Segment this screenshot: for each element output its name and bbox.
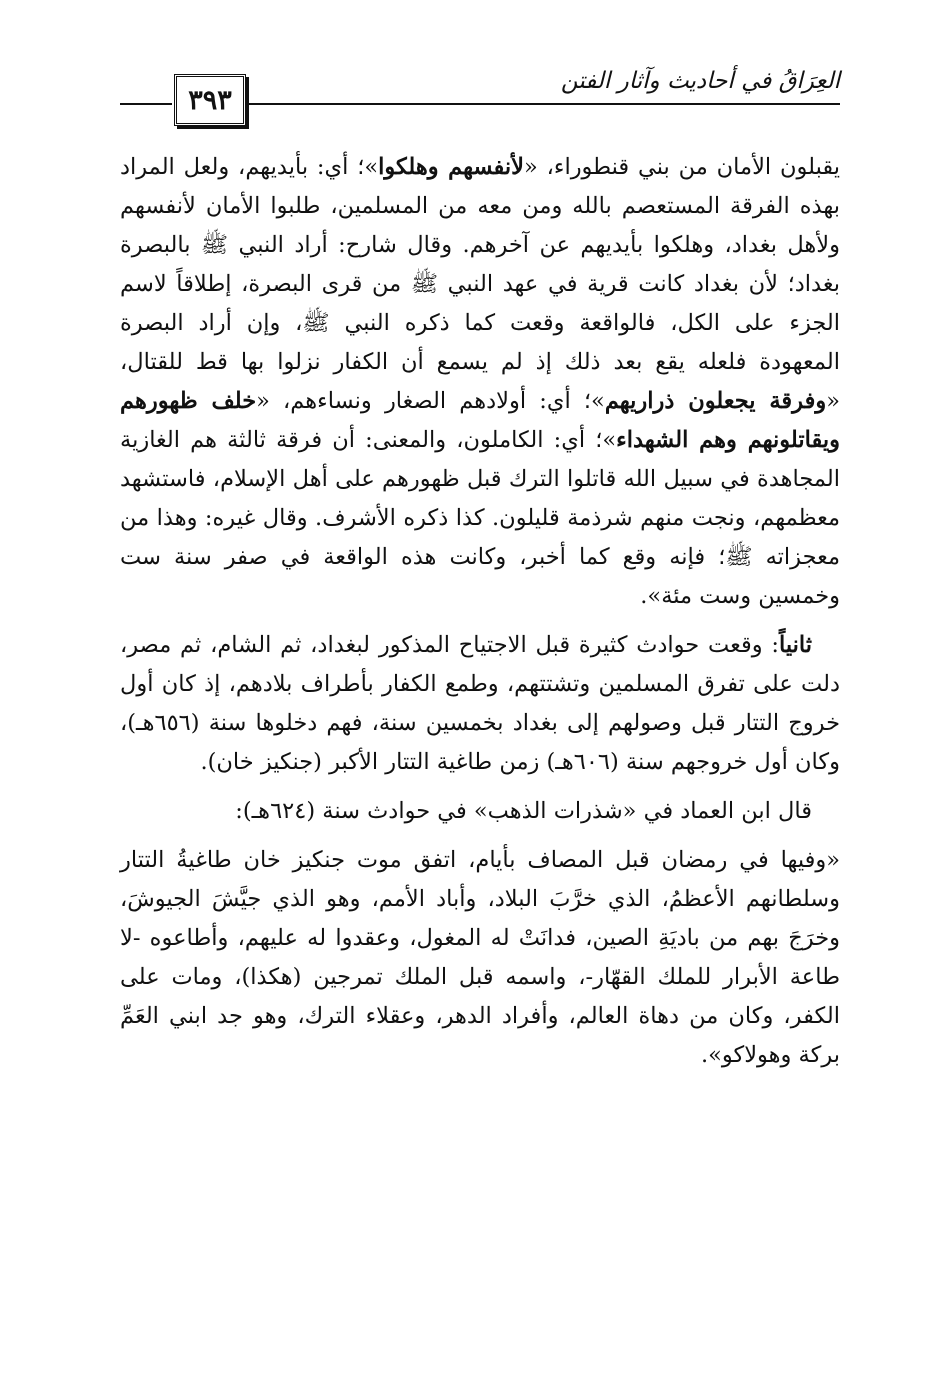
text-segment: »؛ أي: بأيديهم، ولعل المراد بهذه الفرقة المستعصم بالله ومن معه من المسلمين، طلبوا الأمان لأنفسهم ولأهل بغداد، وهلكوا بأيديهم عن آخرهم. وقال شارح: أراد النبي ﷺ بالبصرة بغداد؛ لأن بغداد كانت قرية في عهد النبي ﷺ من قرى البصرة، إطلاقاً لاسم الجزء على الكل، فالواقعة وقعت كما ذكره النبي ﷺ، وإن أراد البصرة المعهودة فلعله يقع بعد ذلك إذ لم يسمع أن الكفار نزلوا بها قط للقتال، « (120, 154, 840, 414)
hadith-quote: وفرقة يجعلون ذراريهم (604, 388, 827, 414)
text-segment: »؛ أي: الكاملون، والمعنى: أن فرقة ثالثة هم الغازية المجاهدة في سبيل الله قاتلوا الترك قبل ظهورهم على أهل الإسلام، فاستشهد معظمهم، ونجت منهم شرذمة قليلون. كذا ذكره الأشرف. وقال غيره: وهذا من معجزاته ﷺ؛ فإنه وقع كما أخبر، وكانت هذه الواقعة في صفر سنة ست وخمسين وست مئة». (120, 427, 840, 609)
running-title: العِرَاقُ في أحاديث وآثار الفتن (551, 68, 840, 94)
hadith-quote: خلف ظهورهم ويقاتلونهم وهم الشهداء (120, 388, 840, 453)
text-segment: : وقعت حوادث كثيرة قبل الاجتياح المذكور لبغداد، ثم الشام، ثم مصر، دلت على تفرق المسلمين وتشتتهم، وطمع الكفار بأطراف بلادهم، إذ كان أول خروج التتار قبل وصولهم إلى بغداد بخمسين سنة، فهم دخلوها سنة (٦٥٦هـ)، وكان أول خروجهم سنة (٦٠٦هـ) زمن طاغية التتار الأكبر (جنكيز خان). (120, 632, 840, 775)
text-segment: قال ابن العماد في «شذرات الذهب» في حوادث سنة (٦٢٤هـ): (235, 798, 812, 824)
header-rule (245, 103, 840, 105)
hadith-quote: لأنفسهم وهلكوا (378, 154, 525, 180)
text-segment: »؛ أي: أولادهم الصغار ونساءهم، « (256, 388, 605, 414)
page-header (120, 66, 840, 128)
paragraph-4 (120, 841, 840, 1075)
paragraph-1 (120, 148, 840, 616)
header-rule (120, 103, 172, 105)
paragraph-2 (120, 626, 840, 782)
body-text (120, 148, 840, 1075)
quoted-passage: «وفيها في رمضان قبل المصاف بأيام، اتفق موت جنكيز خان طاغيةُ التتار وسلطانهم الأعظمُ، الذي خرَّبَ البلاد، وأباد الأمم، وهو الذي جيَّشَ الجيوشَ، وخرَجَ بهم من باديَةِ الصين، فدانَتْ له المغول، وعقدوا له عليهم، وأطاعوه -لا طاعة الأبرار للملك القهّار-، واسمه قبل الملك تمرجين (هكذا)، ومات على الكفر، وكان من دهاة العالم، وأفراد الدهر، وعقلاء الترك، وهو جد ابني العَمِّ بركة وهولاكو». (120, 847, 840, 1068)
text-segment: يقبلون الأمان من بني قنطوراء، « (524, 154, 840, 180)
paragraph-3 (120, 792, 840, 831)
page-number: ٣٩٣ (174, 74, 246, 126)
section-label: ثانياً (778, 632, 812, 658)
